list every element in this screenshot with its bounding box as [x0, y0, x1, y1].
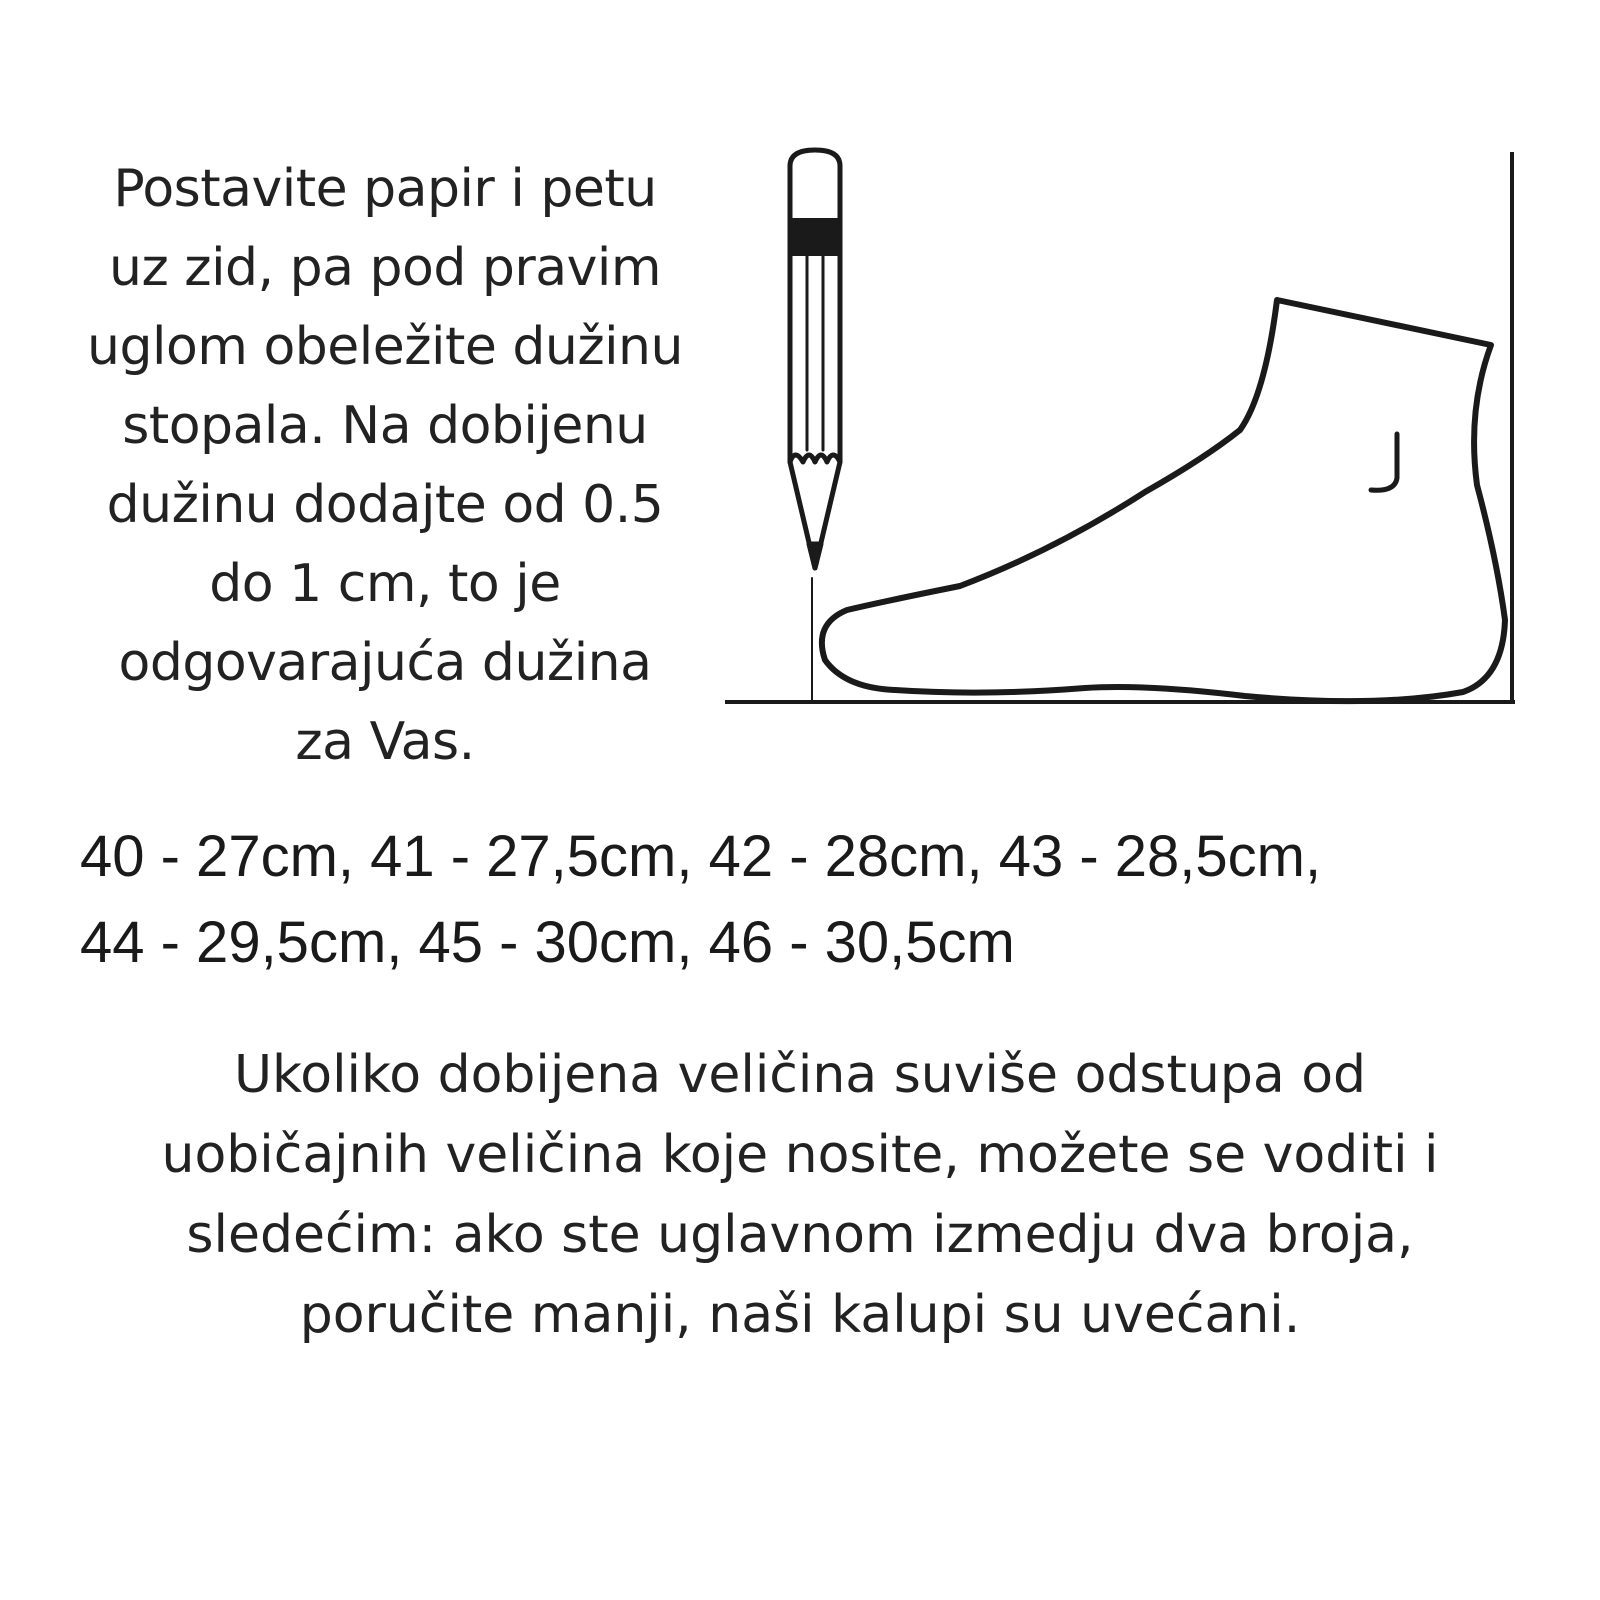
instructions-line: za Vas. — [295, 712, 475, 772]
size-chart-line: 40 - 27cm, 41 - 27,5cm, 42 - 28cm, 43 - 28,5cm, — [80, 824, 1322, 889]
sizing-note — [70, 1035, 1530, 1355]
foot-icon — [822, 300, 1505, 701]
measuring-instructions — [60, 150, 710, 782]
instructions-line: Postavite papir i petu — [113, 159, 657, 219]
size-chart — [80, 814, 1560, 986]
foot-measuring-illustration — [725, 140, 1560, 715]
instructions-line: uz zid, pa pod pravim — [109, 238, 661, 298]
size-chart-line: 44 - 29,5cm, 45 - 30cm, 46 - 30,5cm — [80, 910, 1015, 975]
instructions-line: uglom obeležite dužinu — [87, 317, 683, 377]
instructions-line: stopala. Na dobijenu — [122, 396, 648, 456]
note-line: uobičajnih veličina koje nosite, možete se voditi i — [161, 1125, 1439, 1185]
instructions-line: odgovarajuća dužina — [118, 633, 652, 693]
note-line: sledećim: ako ste uglavnom izmedju dva broja, — [186, 1205, 1414, 1265]
note-line: Ukoliko dobijena veličina suviše odstupa od — [233, 1045, 1367, 1105]
instructions-line: dužinu dodajte od 0.5 — [106, 475, 664, 535]
instructions-line: do 1 cm, to je — [209, 554, 561, 614]
note-line: poručite manji, naši kalupi su uvećani. — [299, 1285, 1301, 1345]
